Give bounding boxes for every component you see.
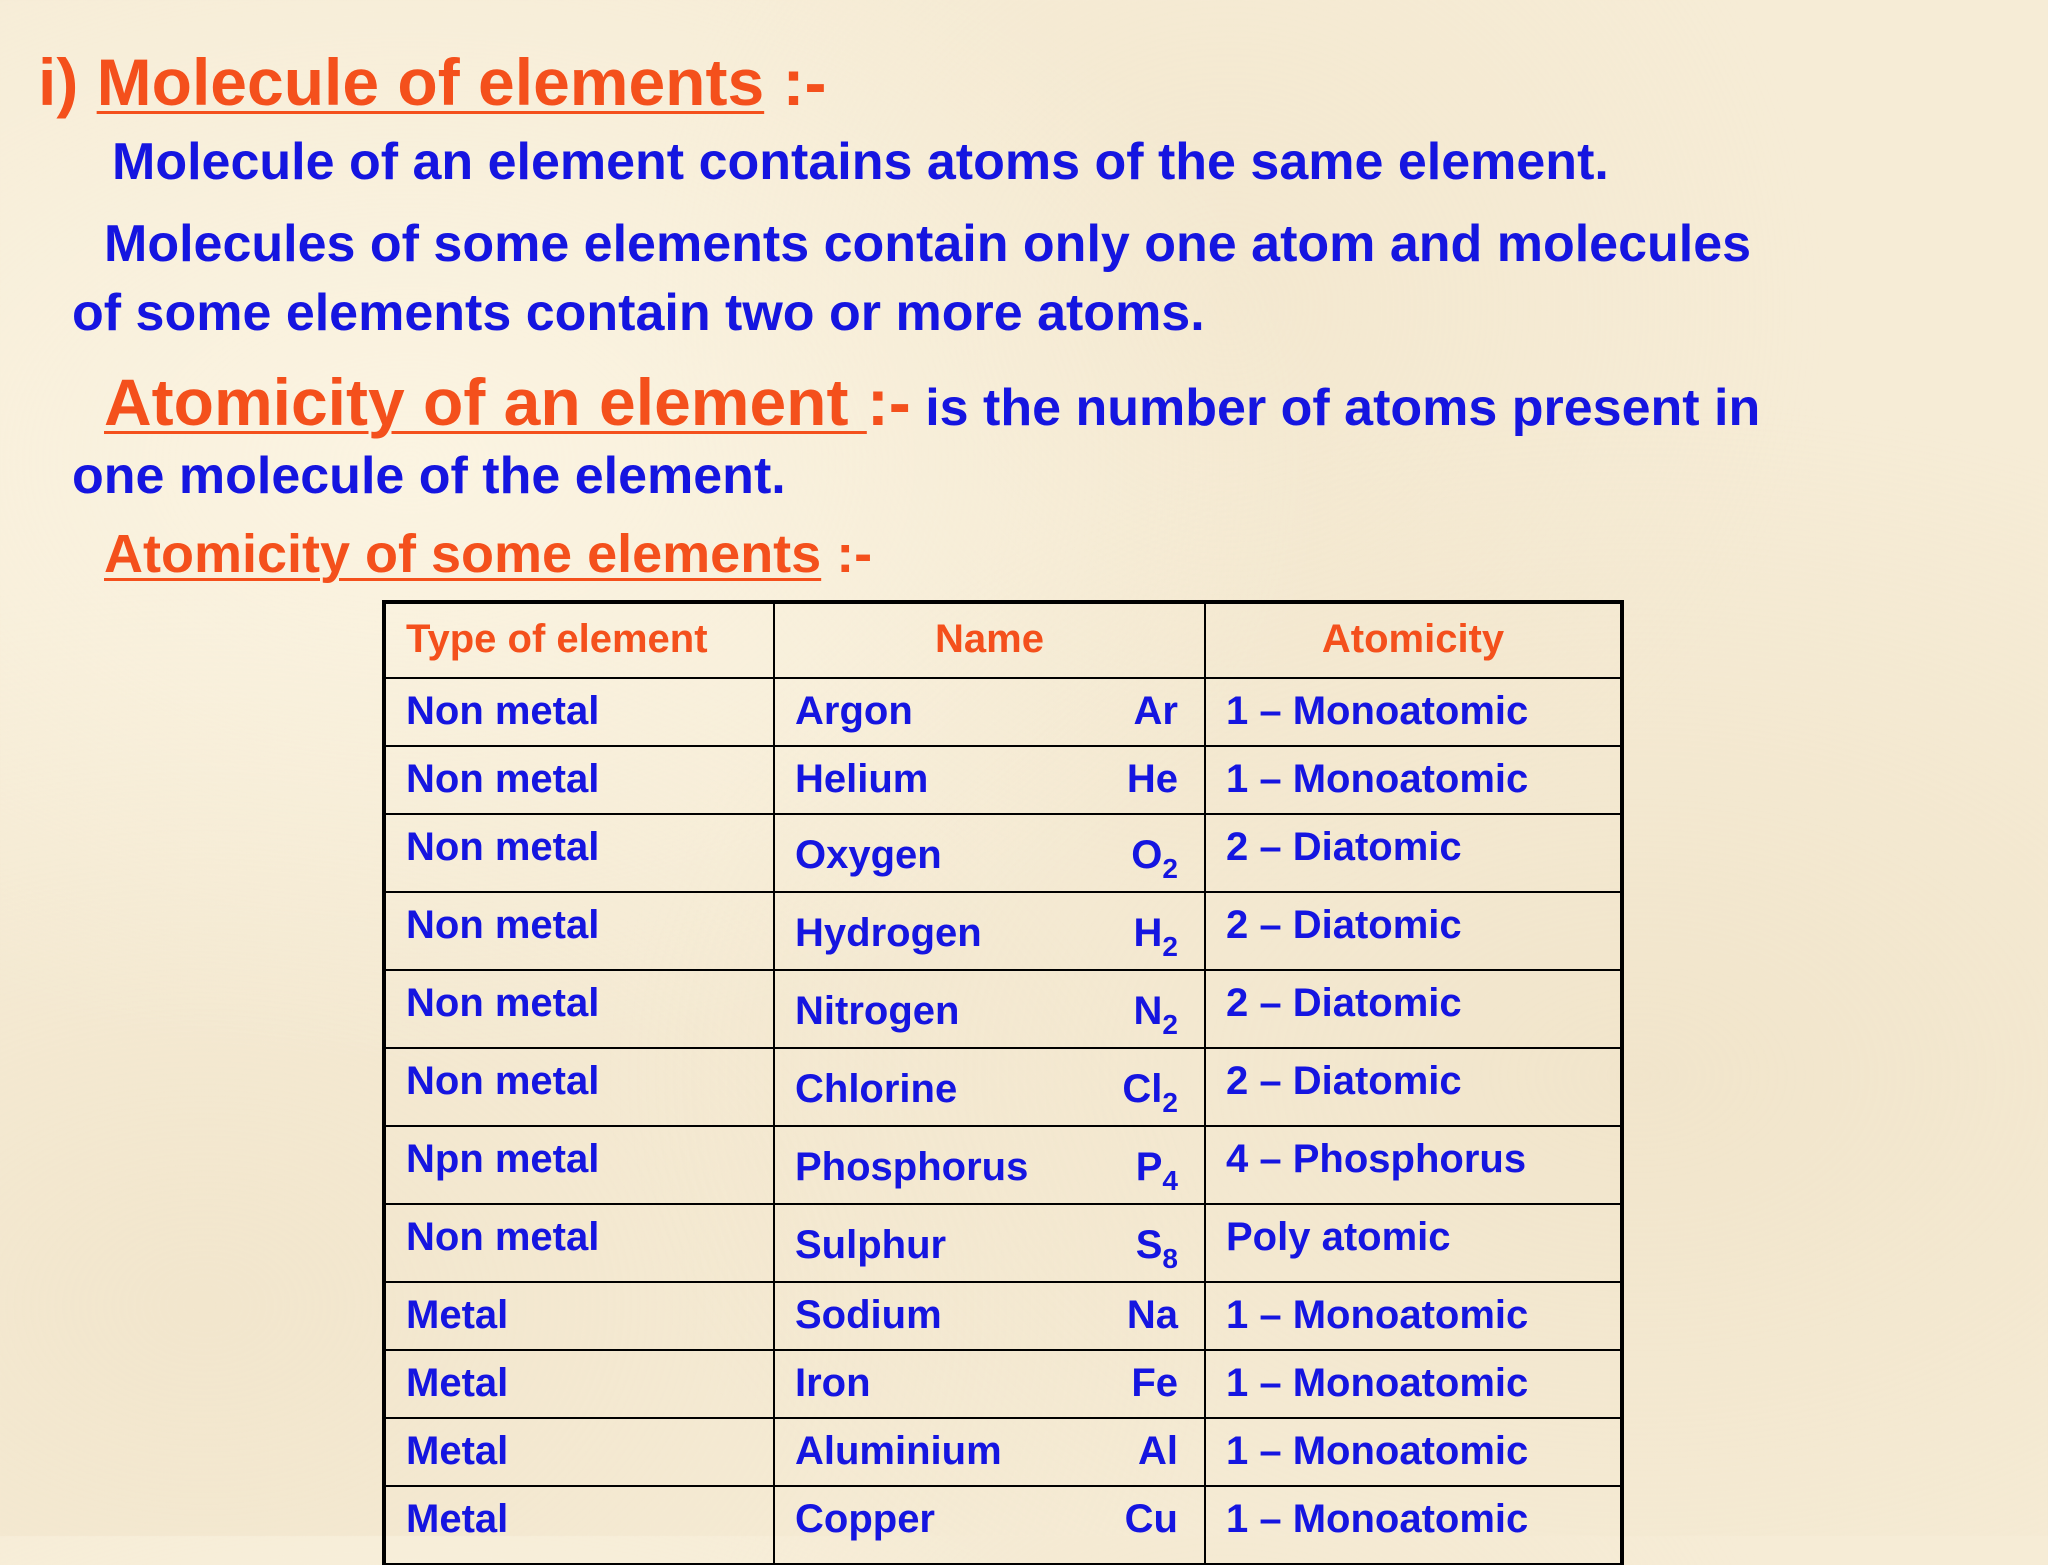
table-row bbox=[386, 814, 1620, 892]
cell-name bbox=[774, 1350, 1205, 1418]
header-atomicity: Atomicity bbox=[1205, 604, 1620, 678]
element-symbol bbox=[1131, 823, 1178, 887]
cell-name bbox=[774, 814, 1205, 892]
element-symbol bbox=[1125, 1487, 1178, 1551]
symbol-text: H bbox=[1133, 911, 1163, 955]
composition-paragraph-line2: of some elements contain two or more atoms. bbox=[72, 284, 1205, 342]
cell-type: Npn metal bbox=[386, 1126, 774, 1204]
composition-paragraph-line1: Molecules of some elements contain only one atom and molecules bbox=[104, 215, 1752, 273]
symbol-text: Ar bbox=[1133, 689, 1178, 733]
table-header-row bbox=[386, 604, 1620, 678]
table-row bbox=[386, 892, 1620, 970]
symbol-text: He bbox=[1126, 757, 1178, 801]
table-heading-suffix: :- bbox=[821, 524, 873, 584]
element-symbol bbox=[1131, 1351, 1178, 1415]
atomicity-separator: :- bbox=[866, 365, 911, 439]
cell-atomicity: 2 – Diatomic bbox=[1205, 814, 1620, 892]
symbol-text: Fe bbox=[1131, 1361, 1178, 1405]
element-name: Helium bbox=[795, 757, 929, 801]
cell-name bbox=[774, 678, 1205, 746]
element-symbol bbox=[1122, 1057, 1178, 1121]
atomicity-text: is the number of atoms present in bbox=[910, 379, 1761, 437]
symbol-text: Na bbox=[1126, 1293, 1178, 1337]
title-suffix: :- bbox=[764, 45, 827, 119]
element-name: Sodium bbox=[795, 1293, 942, 1337]
element-symbol bbox=[1138, 1419, 1178, 1483]
cell-name bbox=[774, 746, 1205, 814]
cell-type: Non metal bbox=[386, 814, 774, 892]
table-row bbox=[386, 1486, 1620, 1564]
cell-atomicity: 1 – Monoatomic bbox=[1205, 1486, 1620, 1564]
symbol-text: Cu bbox=[1124, 1497, 1178, 1541]
element-symbol bbox=[1134, 901, 1178, 965]
element-symbol bbox=[1134, 979, 1178, 1043]
symbol-text: P bbox=[1135, 1145, 1163, 1189]
cell-type: Metal bbox=[386, 1350, 774, 1418]
symbol-subscript: 4 bbox=[1162, 1165, 1178, 1196]
symbol-subscript: 2 bbox=[1162, 853, 1178, 884]
cell-atomicity: 1 – Monoatomic bbox=[1205, 1418, 1620, 1486]
element-name: Aluminium bbox=[795, 1429, 1002, 1473]
cell-atomicity: 2 – Diatomic bbox=[1205, 970, 1620, 1048]
cell-type: Non metal bbox=[386, 970, 774, 1048]
element-symbol bbox=[1136, 1135, 1178, 1199]
cell-type: Non metal bbox=[386, 746, 774, 814]
title-text: Molecule of elements bbox=[96, 45, 765, 119]
cell-type: Metal bbox=[386, 1418, 774, 1486]
element-name: Sulphur bbox=[795, 1223, 947, 1267]
element-name: Hydrogen bbox=[795, 911, 982, 955]
table-row bbox=[386, 1350, 1620, 1418]
cell-type: Metal bbox=[386, 1282, 774, 1350]
element-name: Iron bbox=[795, 1361, 871, 1405]
cell-atomicity: 2 – Diatomic bbox=[1205, 1048, 1620, 1126]
table-row bbox=[386, 1048, 1620, 1126]
cell-type: Non metal bbox=[386, 678, 774, 746]
element-name: Copper bbox=[795, 1497, 935, 1541]
cell-atomicity: 4 – Phosphorus bbox=[1205, 1126, 1620, 1204]
table-row bbox=[386, 678, 1620, 746]
header-type: Type of element bbox=[386, 604, 774, 678]
element-symbol bbox=[1136, 1213, 1178, 1277]
atomicity-table bbox=[382, 600, 1624, 1565]
cell-type: Non metal bbox=[386, 892, 774, 970]
slide-title bbox=[38, 44, 826, 120]
cell-atomicity: 1 – Monoatomic bbox=[1205, 1282, 1620, 1350]
header-name: Name bbox=[774, 604, 1205, 678]
cell-type: Non metal bbox=[386, 1204, 774, 1282]
atomicity-term: Atomicity of an element bbox=[104, 365, 867, 439]
symbol-text: O bbox=[1131, 833, 1163, 877]
symbol-subscript: 2 bbox=[1162, 1009, 1178, 1040]
element-symbol bbox=[1127, 1283, 1178, 1347]
symbol-subscript: 2 bbox=[1162, 1087, 1178, 1118]
symbol-text: Al bbox=[1138, 1429, 1178, 1473]
cell-name bbox=[774, 1486, 1205, 1564]
cell-name bbox=[774, 1282, 1205, 1350]
element-name: Argon bbox=[795, 689, 913, 733]
element-name: Nitrogen bbox=[795, 989, 960, 1033]
element-symbol bbox=[1134, 679, 1178, 743]
element-symbol bbox=[1127, 747, 1178, 811]
cell-name bbox=[774, 1418, 1205, 1486]
cell-type: Non metal bbox=[386, 1048, 774, 1126]
element-name: Oxygen bbox=[795, 833, 942, 877]
cell-atomicity: 2 – Diatomic bbox=[1205, 892, 1620, 970]
table-row bbox=[386, 746, 1620, 814]
cell-atomicity: Poly atomic bbox=[1205, 1204, 1620, 1282]
atomicity-definition-line2: one molecule of the element. bbox=[72, 447, 786, 505]
cell-type: Metal bbox=[386, 1486, 774, 1564]
element-name: Phosphorus bbox=[795, 1145, 1029, 1189]
cell-name bbox=[774, 1048, 1205, 1126]
title-prefix: i) bbox=[38, 45, 97, 119]
table-heading bbox=[104, 520, 872, 588]
table-heading-text: Atomicity of some elements bbox=[104, 524, 822, 584]
table-row bbox=[386, 1418, 1620, 1486]
symbol-subscript: 2 bbox=[1162, 931, 1178, 962]
table-row bbox=[386, 1204, 1620, 1282]
element-name: Chlorine bbox=[795, 1067, 958, 1111]
symbol-text: N bbox=[1133, 989, 1163, 1033]
cell-name bbox=[774, 1204, 1205, 1282]
cell-atomicity: 1 – Monoatomic bbox=[1205, 746, 1620, 814]
table-row bbox=[386, 1126, 1620, 1204]
symbol-subscript: 8 bbox=[1162, 1243, 1178, 1274]
cell-name bbox=[774, 970, 1205, 1048]
symbol-text: Cl bbox=[1122, 1067, 1163, 1111]
cell-atomicity: 1 – Monoatomic bbox=[1205, 678, 1620, 746]
table-row bbox=[386, 1282, 1620, 1350]
cell-atomicity: 1 – Monoatomic bbox=[1205, 1350, 1620, 1418]
symbol-text: S bbox=[1135, 1223, 1163, 1267]
cell-name bbox=[774, 1126, 1205, 1204]
cell-name bbox=[774, 892, 1205, 970]
table-row bbox=[386, 970, 1620, 1048]
definition-paragraph: Molecule of an element contains atoms of the same element. bbox=[112, 133, 1609, 191]
